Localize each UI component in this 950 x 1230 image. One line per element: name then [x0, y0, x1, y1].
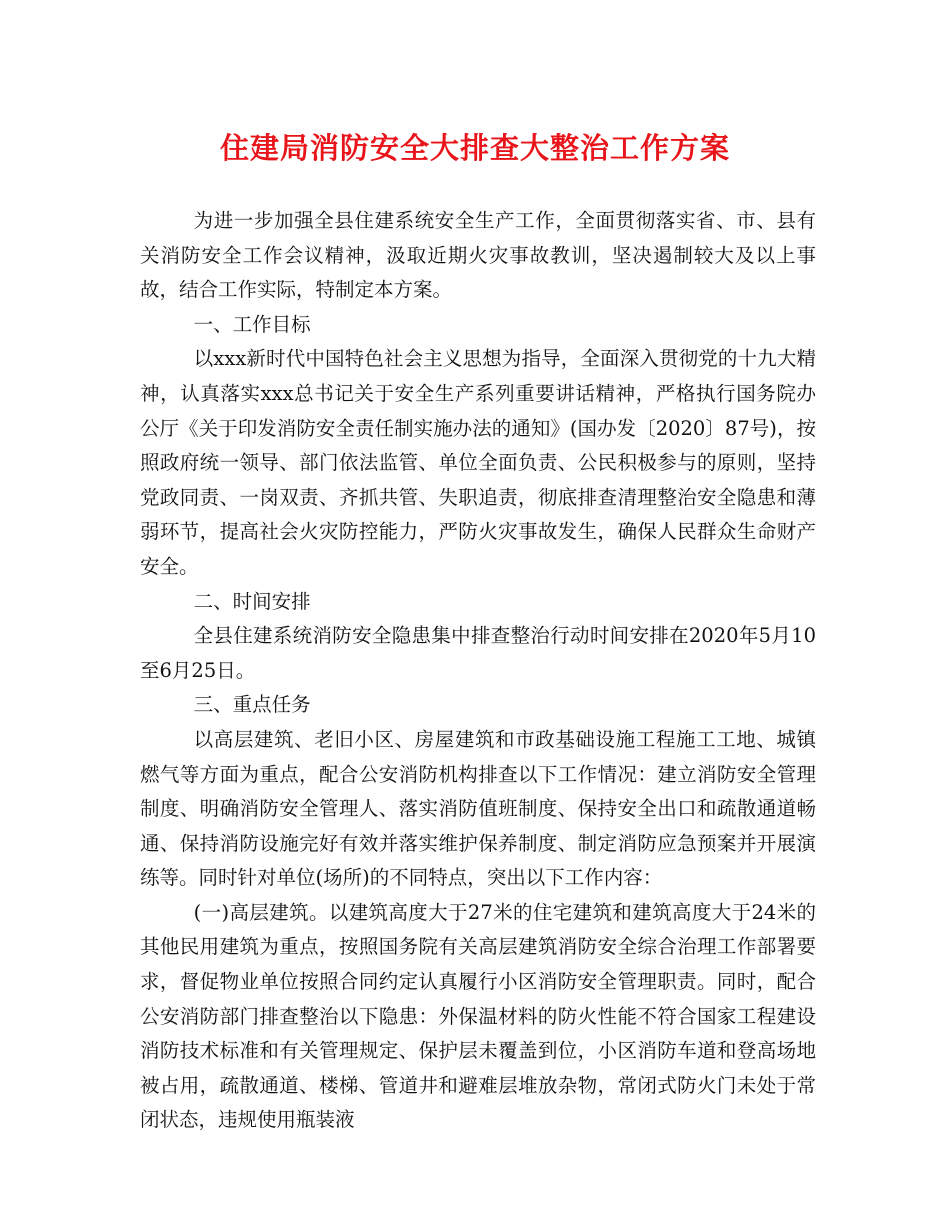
schedule-paragraph: 全县住建系统消防安全隐患集中排查整治行动时间安排在2020年5月10至6月25日。	[140, 624, 816, 682]
section-heading-tasks: 三、重点任务	[193, 693, 311, 717]
goals-paragraph: 以xxx新时代中国特色社会主义思想为指导，全面深入贯彻党的十九大精神，认真落实xxx总书记关于安全生产系列重要讲话精神，严格执行国务院办公厅《关于印发消防安全责任制实施办法的通知》(国办发〔2020〕87号)，按照政府统一领导、部门依法监管、单位全面负责、公民积极参与的原则，坚持党政同责、一岗双责、齐抓共管、失职追责，彻底排查清理整治安全隐患和薄弱环节，提高社会火灾防控能力，严防火灾事故发生，确保人民群众生命财产安全。	[140, 347, 816, 578]
high-rise-paragraph: (一)高层建筑。以建筑高度大于27米的住宅建筑和建筑高度大于24米的其他民用建筑为重点，按照国务院有关高层建筑消防安全综合治理工作部署要求，督促物业单位按照合同约定认真履行小区消防安全管理职责。同时，配合公安消防部门排查整治以下隐患：外保温材料的防火性能不符合国家工程建设消防技术标准和有关管理规定、保护层未覆盖到位，小区消防车道和登高场地被占用，疏散通道、楼梯、管道井和避难层堆放杂物，常闭式防火门未处于常闭状态，违规使用瓶装液	[140, 900, 816, 1132]
intro-paragraph: 为进一步加强全县住建系统安全生产工作，全面贯彻落实省、市、县有关消防安全工作会议精神，汲取近期火灾事故教训，坚决遏制较大及以上事故，结合工作实际，特制定本方案。	[140, 209, 816, 302]
section-heading-goals: 一、工作目标	[193, 312, 311, 336]
document-title: 住建局消防安全大排查大整治工作方案	[219, 131, 730, 165]
section-heading-schedule: 二、时间安排	[193, 589, 311, 613]
document-body	[140, 204, 816, 1138]
tasks-paragraph: 以高层建筑、老旧小区、房屋建筑和市政基础设施工程施工工地、城镇燃气等方面为重点，配合公安消防机构排查以下工作情况：建立消防安全管理制度、明确消防安全管理人、落实消防值班制度、保持安全出口和疏散通道畅通、保持消防设施完好有效并落实维护保养制度、制定消防应急预案并开展演练等。同时针对单位(场所)的不同特点，突出以下工作内容：	[140, 727, 816, 890]
